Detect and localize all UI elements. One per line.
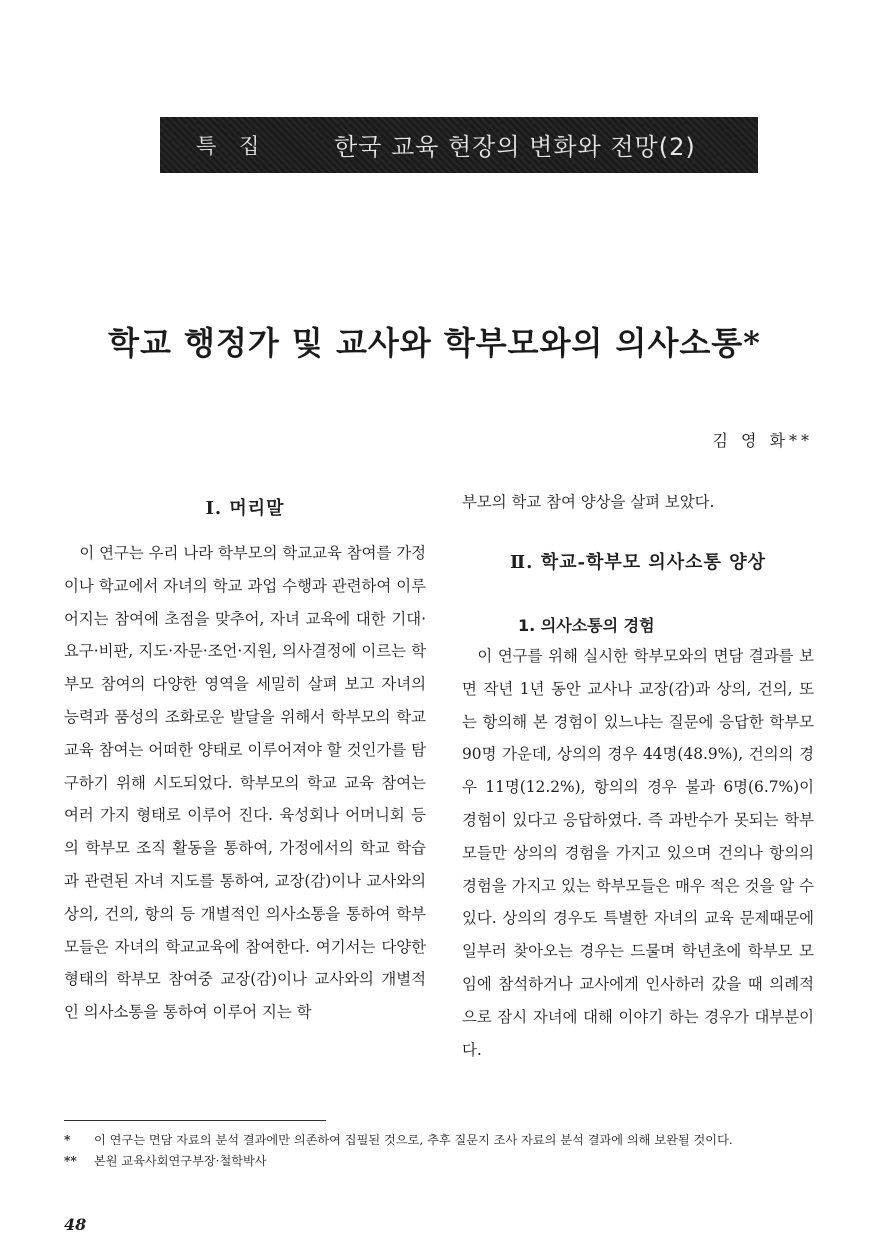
right-column xyxy=(462,640,814,1066)
author-name: 김 영 화** xyxy=(712,431,813,450)
footnote xyxy=(64,1130,818,1151)
section-1-heading: Ⅰ. 머리말 xyxy=(205,498,285,519)
footnote-mark: ** xyxy=(64,1154,77,1168)
footnote-text: 이 연구는 면담 자료의 분석 결과에만 의존하여 집필된 것으로, 추후 질문지 조사 자료의 분석 결과에 의해 보완될 것이다. xyxy=(94,1133,733,1147)
section-1-continuation: 부모의 학교 참여 양상을 살펴 보았다. xyxy=(462,493,715,511)
footnote-text: 본원 교육사회연구부장·철학박사 xyxy=(94,1154,267,1168)
footnote-divider xyxy=(64,1120,326,1121)
footnote xyxy=(64,1151,818,1172)
section-1-body: 이 연구는 우리 나라 학부모의 학교교육 참여를 가정이나 학교에서 자녀의 학교 과업 수행과 관련하여 이루어지는 참여에 초점을 맞추어, 자녀 교육에 대한 기대·요구·비판, 지도·자문·조언·지원, 의사결정에 이르는 학부모 참여의 다양한 영역을 세밀히 살펴 보고 자녀의 능력과 품성의 조화로운 발달을 위해서 학부모의 학교교육 참여는 어떠한 양태로 이루어져야 할 것인가를 탐구하기 위해 시도되었다. 학부모의 학교 교육 참여는 여러 가지 형태로 이루어 진다. 육성회나 어머니회 등의 학부모 조직 활동을 통하여, 가정에서의 학교 학습과 관련된 자녀 지도를 통하여, 교장(감)이나 교사와의 상의, 건의, 항의 등 개별적인 의사소통을 통하여 학부모들은 자녀의 학교교육에 참여한다. 여기서는 다양한 형태의 학부모 참여중 교장(감)이나 교사와의 개별적인 의사소통을 통하여 이루어 지는 학 xyxy=(64,544,426,1022)
left-column xyxy=(64,537,426,1029)
section-2-subheading: 1. 의사소통의 경험 xyxy=(518,616,655,635)
footnotes xyxy=(64,1130,818,1172)
banner-label: 특 집 xyxy=(196,134,268,158)
banner-title: 한국 교육 현장의 변화와 전망(2) xyxy=(334,133,696,161)
section-2-body: 이 연구를 위해 실시한 학부모와의 면담 결과를 보면 작년 1년 동안 교사나 교장(감)과 상의, 건의, 또는 항의해 본 경험이 있느냐는 질문에 응답한 학부모 90명 가운데, 상의의 경우 44명(48.9%), 건의의 경우 11명(12.2%), 항의의 경우 불과 6명(6.7%)이 경험이 있다고 응답하였다. 즉 과반수가 못되는 학부모들만 상의의 경험을 가지고 있으며 건의나 항의의 경험을 가지고 있는 학부모들은 매우 적은 것을 알 수 있다. 상의의 경우도 특별한 자녀의 교육 문제때문에 일부러 찾아오는 경우는 드물며 학년초에 학부모 모임에 참석하거나 교사에게 인사하러 갔을 때 의례적으로 잠시 자녀에 대해 이야기 하는 경우가 대부분이다. xyxy=(462,647,814,1059)
footnote-mark: * xyxy=(64,1133,71,1147)
page-number: 48 xyxy=(64,1215,87,1234)
section-2-heading: Ⅱ. 학교-학부모 의사소통 양상 xyxy=(510,552,766,573)
article-title: 학교 행정가 및 교사와 학부모와의 의사소통* xyxy=(108,324,761,362)
